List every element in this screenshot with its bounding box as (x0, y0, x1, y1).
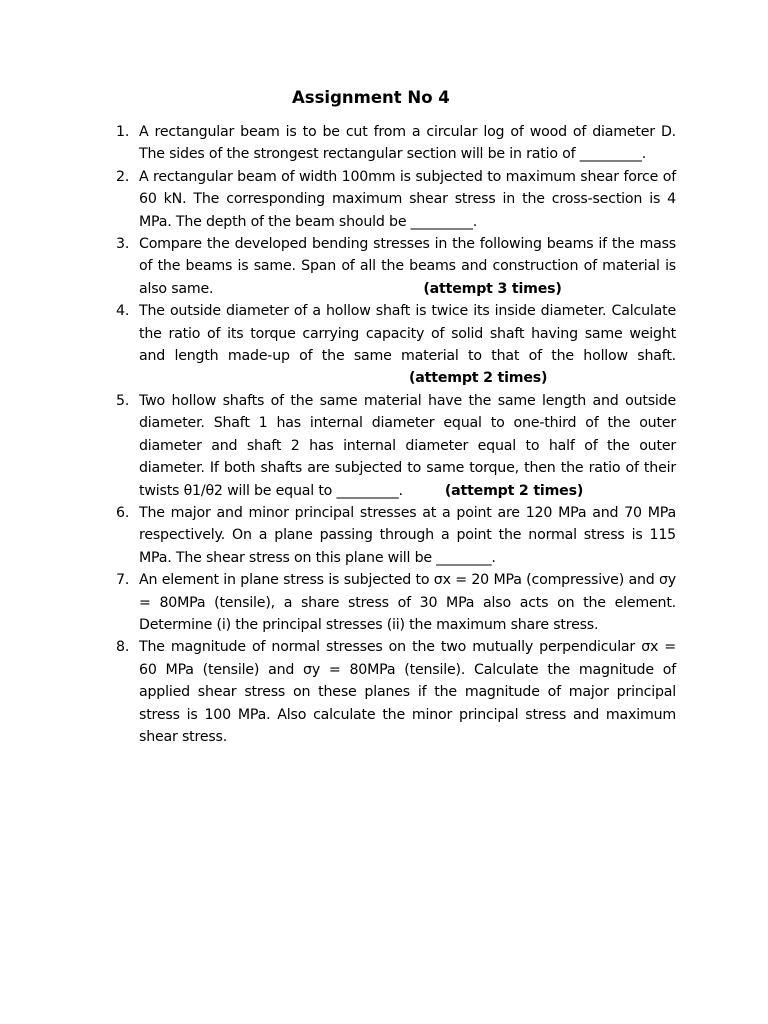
question-number: 1. (116, 124, 130, 140)
question-item (108, 233, 676, 300)
question-text: The outside diameter of a hollow shaft is twice its inside diameter. Calculate the ratio of its torque carrying capacity of solid shaft having same weight and length made-up of the same material to that of the hollow shaft. (139, 303, 676, 365)
page-title: Assignment No 4 (292, 88, 450, 107)
question-text: Two hollow shafts of the same material have the same length and outside diameter. Shaft 1 has internal diameter equal to one-third of the outer diameter and shaft 2 has internal diameter equal to half of the outer diameter. If both shafts are subjected to same torque, then the ratio of their twists θ1/θ2 will be equal to _________. (139, 392, 676, 499)
attempt-note: (attempt 3 times) (423, 280, 562, 297)
question-item (108, 502, 676, 569)
question-item (108, 636, 676, 748)
question-text: A rectangular beam of width 100mm is subjected to maximum shear force of 60 kN. The corresponding maximum shear stress in the cross-section is 4 MPa. The depth of the beam should be _________. (139, 168, 676, 230)
question-number: 3. (116, 236, 130, 253)
question-number: 8. (116, 639, 130, 656)
question-text: The magnitude of normal stresses on the two mutually perpendicular σx = 60 MPa (tensile) and σy = 80MPa (tensile). Calculate the magnitude of applied shear stress on these planes if the magnitude of major principal stress is 100 MPa. Also calculate the minor principal stress and maximum shear stress. (139, 639, 676, 745)
question-item (108, 569, 676, 636)
question-text: The major and minor principal stresses at a point are 120 MPa and 70 MPa respectively. On a plane passing through a point the normal stress is 115 MPa. The shear stress on this plane will be ________. (139, 504, 676, 566)
question-number: 6. (116, 504, 130, 521)
question-number: 5. (116, 392, 130, 409)
question-number: 2. (116, 168, 130, 185)
question-item (108, 390, 676, 502)
question-list (108, 121, 676, 748)
question-text: An element in plane stress is subjected to σx = 20 MPa (compressive) and σy = 80MPa (tensile), a share stress of 30 MPa also acts on the element. Determine (i) the principal stresses (ii) the maximum share stress. (139, 572, 676, 633)
question-number: 4. (116, 303, 130, 320)
question-text: A rectangular beam is to be cut from a circular log of wood of diameter D. The sides of the strongest rectangular section will be in ratio of _________. (139, 124, 676, 163)
question-item (108, 300, 676, 390)
question-number: 7. (116, 572, 130, 589)
question-text: Compare the developed bending stresses in the following beams if the mass of the beams is same. Span of all the beams and construction of material is also same. (139, 236, 676, 297)
question-item (108, 121, 676, 166)
attempt-note: (attempt 2 times) (444, 482, 584, 499)
question-item (108, 166, 676, 233)
attempt-note: (attempt 2 times) (409, 370, 548, 387)
